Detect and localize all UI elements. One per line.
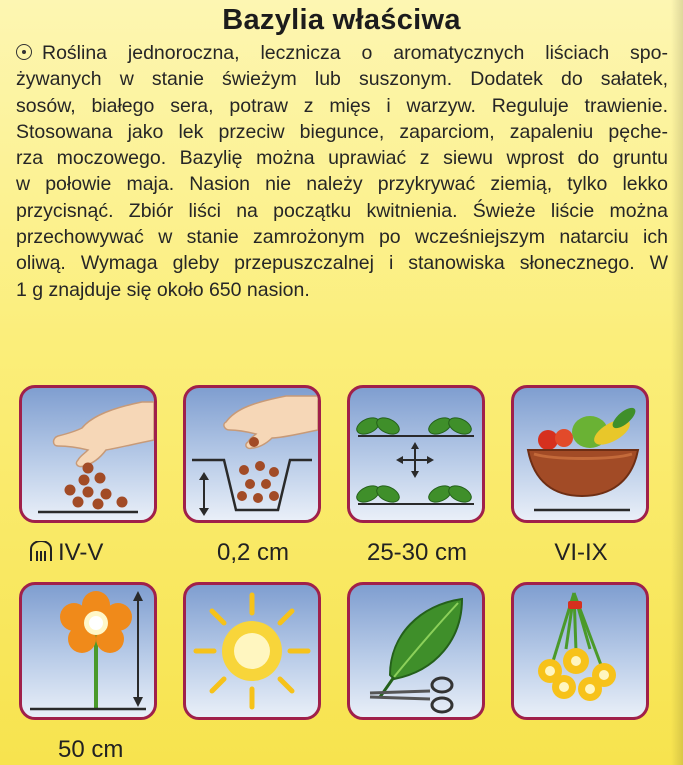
cut-leaves-icon bbox=[347, 582, 485, 720]
plant-height-icon bbox=[19, 582, 157, 720]
harvest-time-caption: VI-IX bbox=[554, 539, 608, 566]
description-line: 1 g znajduje się około 650 nasion. bbox=[16, 278, 310, 301]
description-line: żywanych w stanie świeżym lub suszonym. Dodatek do sałatek, bbox=[16, 68, 668, 91]
sowing-icon bbox=[19, 385, 157, 523]
description-line: rza moczowego. Bazylię można uprawiać z siewu wprost do gruntu bbox=[16, 147, 668, 170]
plant-spacing-caption: 25-30 cm bbox=[366, 539, 468, 566]
drying-flowers-icon bbox=[511, 582, 649, 720]
annual-plant-symbol-icon bbox=[16, 44, 32, 60]
sowing-depth-icon bbox=[183, 385, 321, 523]
product-title: Bazylia właściwa bbox=[222, 4, 461, 36]
sowing-depth-caption: 0,2 cm bbox=[216, 539, 290, 566]
description-line: Stosowana jako lek przeciw biegunce, zaparciom, zapaleniu pęche- bbox=[16, 120, 668, 143]
plant-spacing-icon bbox=[347, 385, 485, 523]
description-line: sosów, białego sera, potraw z mięs i warzyw. Reguluje trawienie. bbox=[16, 94, 668, 117]
description-line: w połowie maja. Nasion nie należy przykrywać ziemią, tylko lekko bbox=[16, 173, 668, 196]
description-text bbox=[16, 40, 668, 303]
plant-height-caption: 50 cm bbox=[58, 736, 124, 763]
description-line: przechowywać w stanie zamrożonym po wcześniejszym natarciu ich bbox=[16, 226, 668, 249]
calendar-icon bbox=[28, 541, 54, 563]
harvest-bowl-icon bbox=[511, 385, 649, 523]
sowing-caption: IV-V bbox=[28, 539, 178, 567]
description-line: Roślina jednoroczna, lecznicza o aromatycznych liściach spo- bbox=[16, 40, 668, 66]
sunny-position-icon bbox=[183, 582, 321, 720]
packet-edge-shadow bbox=[671, 0, 683, 765]
description-line: przycisnąć. Zbiór liści na początku kwitnienia. Świeże liście można bbox=[16, 199, 668, 222]
description-line: oliwą. Wymaga gleby przepuszczalnej i stanowiska słonecznego. W bbox=[16, 252, 668, 275]
